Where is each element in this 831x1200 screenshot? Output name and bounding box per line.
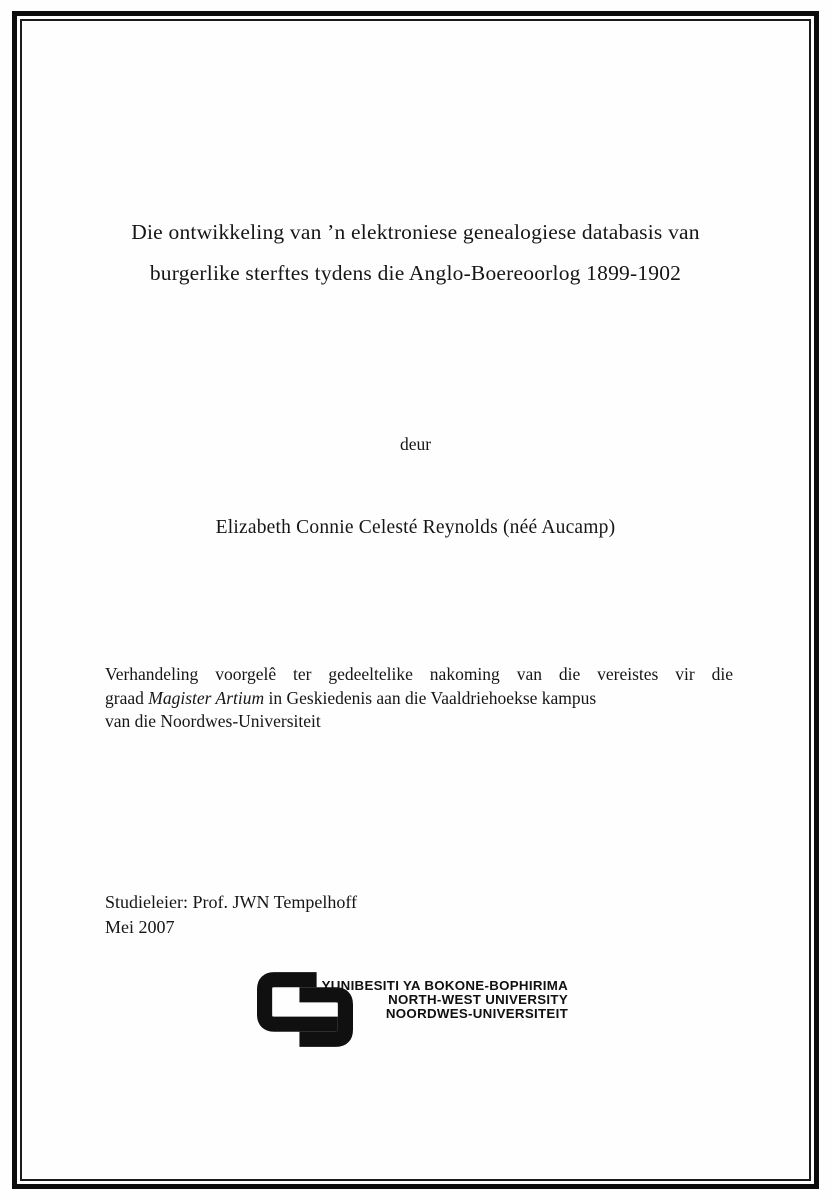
- degree-statement: [105, 663, 733, 734]
- thesis-title-line-2: burgerlike sterftes tydens die Anglo-Boereoorlog 1899-1902: [149, 261, 682, 285]
- date-line: Mei 2007: [105, 917, 175, 937]
- degree-statement-line-2: [105, 687, 733, 711]
- degree-statement-line-1: Verhandeling voorgelê ter gedeeltelike nakoming van die vereistes vir die: [105, 664, 733, 684]
- thesis-title: [48, 212, 783, 294]
- supervisor-block: [105, 890, 357, 940]
- university-name-setswana: YUNIBESITI YA BOKONE-BOPHIRIMA: [321, 978, 568, 993]
- degree-statement-line-2-post: in Geskiedenis aan die Vaaldriehoekse kampus: [264, 687, 597, 708]
- byline: deur: [399, 434, 432, 454]
- university-name-afrikaans: NOORDWES-UNIVERSITEIT: [385, 1005, 568, 1021]
- degree-statement-line-2-pre: graad: [105, 687, 149, 708]
- supervisor-line: Studieleier: Prof. JWN Tempelhoff: [105, 892, 358, 912]
- thesis-title-line-1: Die ontwikkeling van ’n elektroniese genealogiese databasis van: [131, 220, 700, 244]
- degree-statement-line-3: van die Noordwes-Universiteit: [105, 711, 321, 731]
- university-name-block: [314, 979, 568, 1020]
- university-name-english: NORTH-WEST UNIVERSITY: [388, 991, 568, 1007]
- author-name: Elizabeth Connie Celesté Reynolds (néé Aucamp): [215, 517, 616, 538]
- degree-name: Magister Artium: [148, 687, 265, 708]
